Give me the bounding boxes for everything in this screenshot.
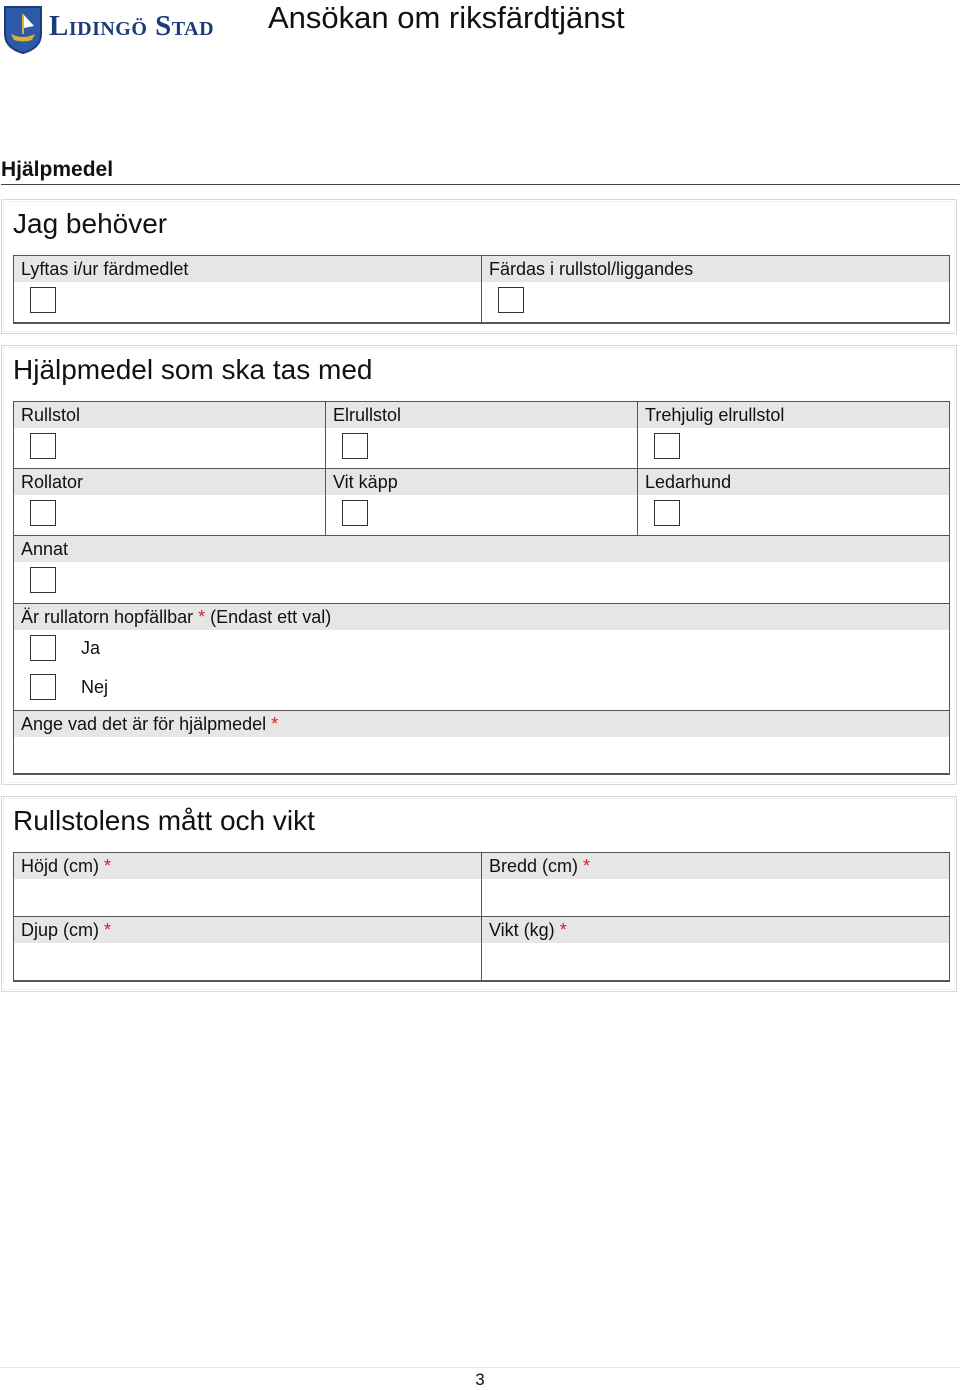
field-ledarhund [638,469,949,536]
required-mark: * [583,856,591,876]
field-trehjulig [638,402,949,469]
aids-grid [13,401,950,775]
panel-title: Rullstolens mått och vikt [13,805,315,836]
logo-wordmark: Lidingö Stad [49,10,215,42]
field-specify-aid [14,711,949,774]
field-height [14,853,481,917]
weight-label: Vikt (kg) [489,920,555,940]
required-mark: * [198,607,206,627]
lidingo-logo [3,4,243,54]
weight-input[interactable] [482,943,949,981]
height-input[interactable] [14,879,481,917]
field-depth [14,917,481,981]
field-rullstol [14,402,325,469]
field-foldable [14,604,949,710]
trehjulig-checkbox[interactable] [654,433,680,459]
foldable-hint: (Endast ett val) [210,607,332,627]
required-mark: * [104,920,112,940]
rullstol-checkbox[interactable] [30,433,56,459]
width-input[interactable] [482,879,949,917]
footer-divider [0,1367,960,1368]
field-elrullstol [326,402,637,469]
field-label: Vit käpp [326,469,637,495]
field-weight [482,917,949,981]
aids-panel [1,345,957,785]
depth-input[interactable] [14,943,481,981]
annat-checkbox[interactable] [30,567,56,593]
field-label [14,604,949,630]
vit-kapp-checkbox[interactable] [342,500,368,526]
option-label: Nej [81,677,109,697]
field-width [482,853,949,917]
field-label: Lyftas i/ur färdmedlet [14,256,481,282]
field-label: Färdas i rullstol/liggandes [482,256,949,282]
wheelchair-lying-checkbox[interactable] [498,287,524,313]
elrullstol-checkbox[interactable] [342,433,368,459]
dimensions-panel [1,796,957,992]
width-label: Bredd (cm) [489,856,579,876]
field-lift [14,256,481,323]
field-wheelchair-lying [482,256,949,323]
foldable-label: Är rullatorn hopfällbar [21,607,194,627]
city-crest-icon [3,4,43,54]
panel-title: Hjälpmedel som ska tas med [13,354,373,385]
required-mark: * [104,856,112,876]
required-mark: * [559,920,567,940]
field-label: Rullstol [14,402,325,428]
document-title: Ansökan om riksfärdtjänst [268,0,625,35]
needs-panel [1,199,957,334]
field-label [482,853,949,879]
field-label [14,853,481,879]
field-label: Trehjulig elrullstol [638,402,949,428]
dimensions-grid [13,852,950,982]
field-label: Ledarhund [638,469,949,495]
needs-grid [13,255,950,324]
lift-checkbox[interactable] [30,287,56,313]
foldable-no-checkbox[interactable] [30,674,56,700]
foldable-yes-checkbox[interactable] [30,635,56,661]
height-label: Höjd (cm) [21,856,100,876]
field-label [14,711,949,737]
field-label: Annat [14,536,949,562]
field-label [14,917,481,943]
depth-label: Djup (cm) [21,920,100,940]
specify-label: Ange vad det är för hjälpmedel [21,714,267,734]
field-vit-kapp [326,469,637,536]
specify-aid-input[interactable] [14,737,949,774]
section-heading: Hjälpmedel [1,158,960,185]
required-mark: * [271,714,279,734]
field-label: Elrullstol [326,402,637,428]
ledarhund-checkbox[interactable] [654,500,680,526]
option-label: Ja [81,638,101,658]
field-label [482,917,949,943]
field-label: Rollator [14,469,325,495]
page-number: 3 [475,1370,485,1389]
field-rollator [14,469,325,536]
field-annat [14,536,949,603]
panel-title: Jag behöver [13,208,168,239]
rollator-checkbox[interactable] [30,500,56,526]
